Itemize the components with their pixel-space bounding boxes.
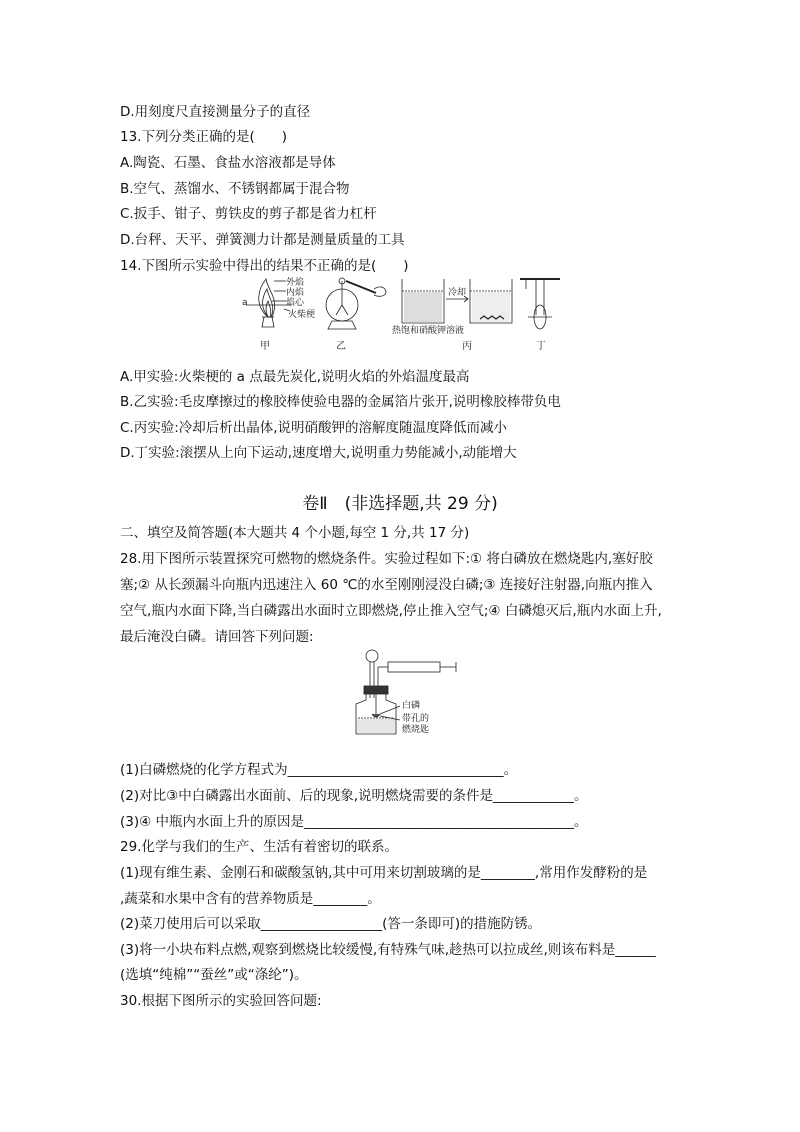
syringe <box>388 662 440 672</box>
q13-option-c: C.扳手、钳子、剪铁皮的剪子都是省力杠杆 <box>120 206 377 222</box>
q28-text-4: 最后淹没白磷。请回答下列问题: <box>120 629 314 645</box>
q29-sub-2: (2)菜刀使用后可以采取__________________(答一条即可)的措施防锈。 <box>120 916 542 932</box>
part-two-heading: 二、填空及简答题(本大题共 4 个小题,每空 1 分,共 17 分) <box>120 525 470 541</box>
q13-option-a: A.陶瓷、石墨、食盐水溶液都是导体 <box>120 155 336 171</box>
section-title: 卷Ⅱ (非选择题,共 29 分) <box>302 494 498 514</box>
q29-sub-1-line-1: (1)现有维生素、金刚石和碳酸氢钠,其中可用来切割玻璃的是________,常用作发酵粉的是 <box>120 865 648 881</box>
q14-figure-svg <box>240 275 570 355</box>
q28-figure <box>352 648 462 738</box>
q14-figure <box>240 275 570 355</box>
q28-figure-svg <box>352 648 462 738</box>
q13-option-b: B.空气、蒸馏水、不锈钢都属于混合物 <box>120 181 350 197</box>
q14-stem: 14.下图所示实验中得出的结果不正确的是( ) <box>120 258 409 274</box>
q12-option-d: D.用刻度尺直接测量分子的直径 <box>120 104 311 120</box>
q13-option-d: D.台秤、天平、弹簧测力计都是测量质量的工具 <box>120 232 405 248</box>
q29-sub-1-line-2: ,蔬菜和水果中含有的营养物质是________。 <box>120 891 381 907</box>
q13-stem: 13.下列分类正确的是( ) <box>120 129 288 145</box>
q14-option-b: B.乙实验:毛皮摩擦过的橡胶棒使验电器的金属箔片张开,说明橡胶棒带负电 <box>120 394 561 410</box>
flame-inner-label: 内焰 <box>286 288 305 298</box>
q14-option-d: D.丁实验:滚摆从上向下运动,速度增大,说明重力势能减小,动能增大 <box>120 445 517 461</box>
point-a-label: a <box>242 298 248 308</box>
q28-text-1: 28.用下图所示装置探究可燃物的燃烧条件。实验过程如下:① 将白磷放在燃烧匙内,塞好胶 <box>120 551 653 567</box>
flame-outer-label: 外焰 <box>286 278 305 288</box>
q28-sub-3: (3)④ 中瓶内水面上升的原因是________________________________________。 <box>120 814 588 830</box>
q29-stem: 29.化学与我们的生产、生活有着密切的联系。 <box>120 839 398 855</box>
spoon-label-2: 燃烧匙 <box>402 725 430 735</box>
rolling-pendulum-experiment <box>520 279 560 329</box>
q28-sub-2: (2)对比③中白磷露出水面前、后的现象,说明燃烧需要的条件是____________。 <box>120 788 588 804</box>
q28-text-2: 塞;② 从长颈漏斗向瓶内迅速注入 60 ℃的水至刚刚浸没白磷;③ 连接好注射器,向瓶内推入 <box>120 577 653 593</box>
q29-sub-3-line-1: (3)将一小块布料点燃,观察到燃烧比较缓慢,有特殊气味,趁热可以拉成丝,则该布料是______ <box>120 942 656 958</box>
spoon-label-1: 带孔的 <box>402 714 430 724</box>
caption-jia: 甲 <box>260 341 270 352</box>
q30-stem: 30.根据下图所示的实验回答问题: <box>120 993 322 1009</box>
funnel-bulb <box>366 650 378 662</box>
q29-sub-3-line-2: (选填“纯棉”“蚕丝”或“涤纶”)。 <box>120 967 308 983</box>
electroscope-experiment <box>326 278 386 329</box>
caption-yi: 乙 <box>336 341 346 352</box>
caption-bing: 丙 <box>462 341 472 352</box>
phosphorus-label: 白磷 <box>402 701 421 711</box>
q14-option-c: C.丙实验:冷却后析出晶体,说明硝酸钾的溶解度随温度降低而减小 <box>120 420 508 436</box>
q14-option-a: A.甲实验:火柴梗的 a 点最先炭化,说明火焰的外焰温度最高 <box>120 369 470 385</box>
q28-sub-1: (1)白磷燃烧的化学方程式为________________________________。 <box>120 762 518 778</box>
q28-text-3: 空气,瓶内水面下降,当白磷露出水面时立即燃烧,停止推入空气;④ 白磷熄灭后,瓶内水面上升, <box>120 603 662 619</box>
cool-label: 冷却 <box>448 288 467 298</box>
caption-ding: 丁 <box>536 341 546 352</box>
flame-core-label: 焰心 <box>286 298 305 308</box>
crystallization-experiment <box>402 279 512 323</box>
solution-label: 热饱和硝酸钾溶液 <box>392 326 465 336</box>
match-label: 火柴梗 <box>288 310 316 320</box>
